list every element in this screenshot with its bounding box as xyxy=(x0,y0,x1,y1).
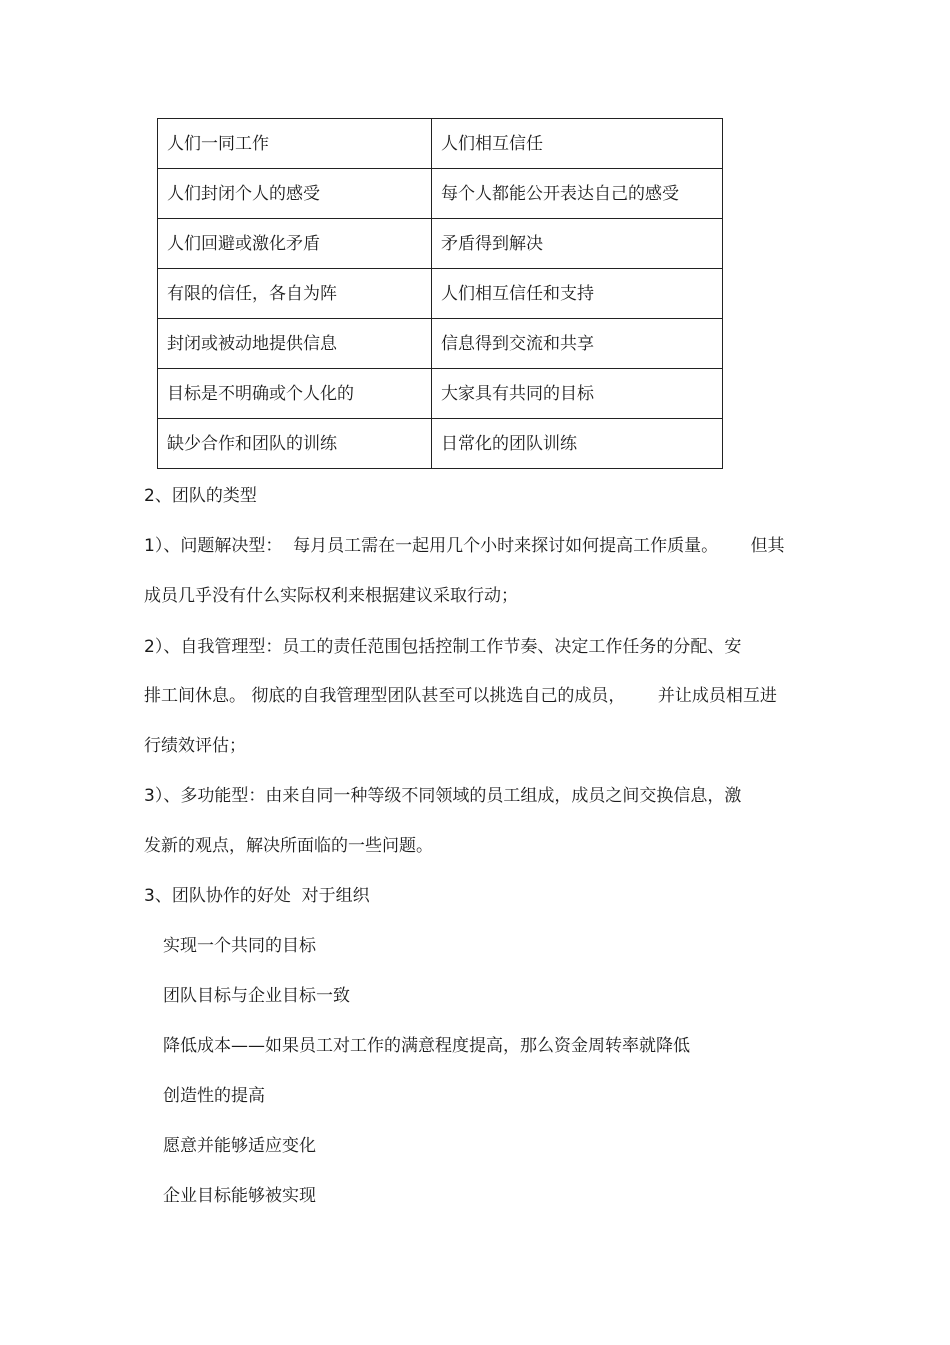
list-item: 实现一个共同的目标 xyxy=(163,936,316,956)
table-cell: 信息得到交流和共享 xyxy=(432,319,723,369)
paragraph-line: 排工间休息。 彻底的自我管理型团队甚至可以挑选自己的成员， 并让成员相互进 xyxy=(144,686,777,706)
table-row xyxy=(158,319,723,369)
section-heading-team-types: 2、团队的类型 xyxy=(144,486,257,506)
paragraph-line: 2）、自我管理型：员工的责任范围包括控制工作节奏、决定工作任务的分配、安 xyxy=(144,637,742,657)
table-cell: 每个人都能公开表达自己的感受 xyxy=(432,169,723,219)
table-row xyxy=(158,419,723,469)
table-row xyxy=(158,119,723,169)
table-cell: 人们封闭个人的感受 xyxy=(158,169,432,219)
table-row xyxy=(158,269,723,319)
list-item: 愿意并能够适应变化 xyxy=(163,1136,316,1156)
table-cell: 目标是不明确或个人化的 xyxy=(158,369,432,419)
section-heading-benefits: 3、团队协作的好处 对于组织 xyxy=(144,886,370,906)
table-cell: 人们回避或激化矛盾 xyxy=(158,219,432,269)
table-cell: 缺少合作和团队的训练 xyxy=(158,419,432,469)
table-cell: 大家具有共同的目标 xyxy=(432,369,723,419)
table-cell: 矛盾得到解决 xyxy=(432,219,723,269)
paragraph-line: 3）、多功能型：由来自同一种等级不同领域的员工组成，成员之间交换信息，激 xyxy=(144,786,742,806)
comparison-table xyxy=(157,118,723,469)
list-item: 企业目标能够被实现 xyxy=(163,1186,316,1206)
table-cell: 封闭或被动地提供信息 xyxy=(158,319,432,369)
table-row xyxy=(158,369,723,419)
table-row xyxy=(158,219,723,269)
table-cell: 人们一同工作 xyxy=(158,119,432,169)
table-cell: 人们相互信任 xyxy=(432,119,723,169)
list-item: 团队目标与企业目标一致 xyxy=(163,986,350,1006)
paragraph-line: 成员几乎没有什么实际权利来根据建议采取行动； xyxy=(144,586,518,606)
paragraph-line: 发新的观点，解决所面临的一些问题。 xyxy=(144,836,433,856)
paragraph-line: 行绩效评估； xyxy=(144,736,246,756)
list-item: 创造性的提高 xyxy=(163,1086,265,1106)
table-cell: 有限的信任，各自为阵 xyxy=(158,269,432,319)
paragraph-line: 1）、问题解决型： 每月员工需在一起用几个小时来探讨如何提高工作质量。 但其 xyxy=(144,536,785,556)
table-cell: 人们相互信任和支持 xyxy=(432,269,723,319)
list-item: 降低成本——如果员工对工作的满意程度提高，那么资金周转率就降低 xyxy=(163,1036,690,1056)
table-cell: 日常化的团队训练 xyxy=(432,419,723,469)
table-row xyxy=(158,169,723,219)
